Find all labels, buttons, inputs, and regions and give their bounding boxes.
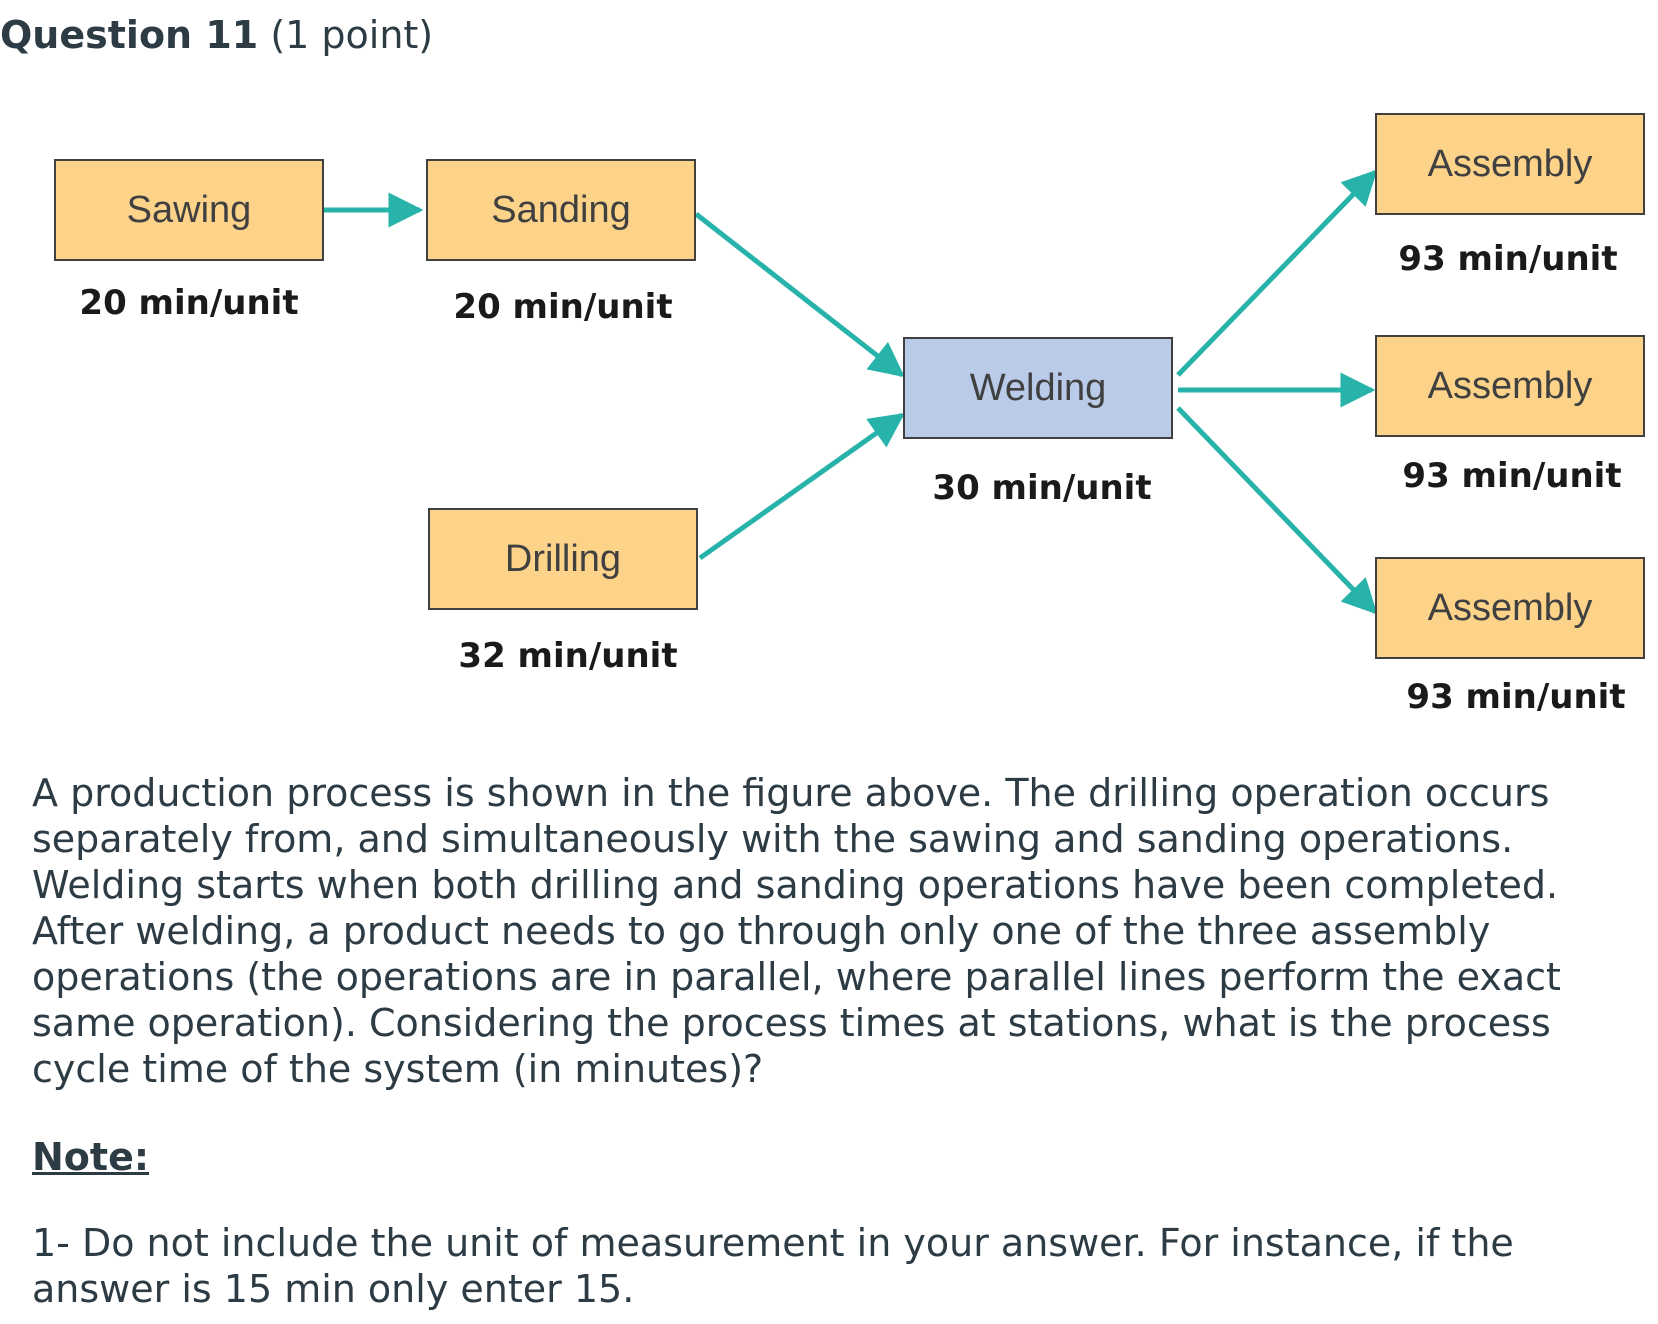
- node-sawing: [55, 160, 323, 323]
- drilling-label: Drilling: [504, 538, 622, 580]
- assembly-3-time: 93 min/unit: [1406, 677, 1626, 717]
- note-list: [32, 1220, 1592, 1312]
- assembly-3-label: Assembly: [1427, 587, 1593, 629]
- question-body: [32, 770, 1592, 1092]
- arrow-drilling-to-welding: [700, 415, 902, 558]
- question-body-text: A production process is shown in the figure above. The drilling operation occurs separately from, and simultaneously with the sawing and sanding operations. Welding starts when both drilling and sanding operations have been completed. After welding, a product needs to go through only one of the three assembly operations (the operations are in parallel, where parallel lines perform the exact same operation). Considering the process times at stations, what is the process cycle time of the system (in minutes)?: [32, 771, 1561, 1091]
- question-points: (1 point): [270, 13, 434, 57]
- node-sanding: [427, 160, 695, 327]
- arrow-sanding-to-welding: [696, 214, 902, 375]
- welding-label: Welding: [969, 367, 1107, 409]
- note-heading: Note:: [32, 1135, 150, 1179]
- note-item-1: 1- Do not include the unit of measurement in your answer. For instance, if the answer is 15 min only enter 15.: [32, 1221, 1514, 1311]
- assembly-1-label: Assembly: [1427, 143, 1593, 185]
- welding-time: 30 min/unit: [932, 468, 1152, 508]
- sanding-label: Sanding: [491, 189, 631, 231]
- sawing-label: Sawing: [126, 189, 252, 231]
- node-assembly-1: [1376, 114, 1644, 279]
- node-assembly-2: [1376, 336, 1644, 496]
- arrow-welding-to-assembly-3: [1178, 408, 1375, 612]
- sanding-time: 20 min/unit: [453, 287, 673, 327]
- assembly-2-time: 93 min/unit: [1402, 456, 1622, 496]
- arrow-welding-to-assembly-1: [1178, 172, 1375, 375]
- assembly-1-time: 93 min/unit: [1398, 239, 1618, 279]
- node-welding: [904, 338, 1172, 508]
- node-assembly-3: [1376, 558, 1644, 717]
- drilling-time: 32 min/unit: [458, 636, 678, 676]
- sawing-time: 20 min/unit: [79, 283, 299, 323]
- node-drilling: [429, 509, 697, 676]
- question-title: Question 11: [0, 13, 259, 57]
- assembly-2-label: Assembly: [1427, 365, 1593, 407]
